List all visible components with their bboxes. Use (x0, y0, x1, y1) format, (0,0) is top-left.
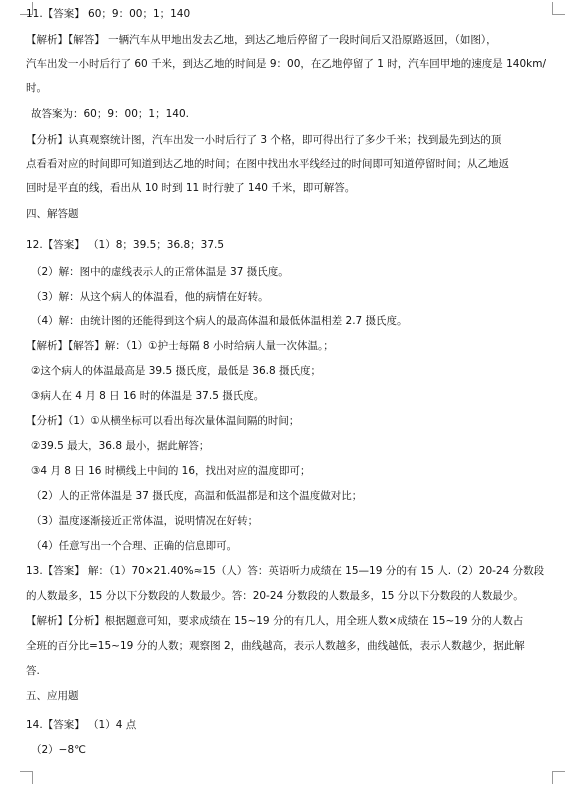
q11-note-line-1: 【分析】认真观察统计图，汽车出发一小时后行了 3 个格，即可得出行了多少千米；找到最先到达的顶 (26, 134, 502, 146)
q12-note-line-1: 【分析】（1）①从横坐标可以看出每次量体温间隔的时间； (26, 415, 300, 427)
q13-analysis-line-1: 【解析】【分析】根据题意可知，要求成绩在 15~19 分的有几人，用全班人数×成绩在 15~19 分的人数占 (26, 615, 524, 627)
q11-analysis-line-1: 【解析】【解答】 一辆汽车从甲地出发去乙地，到达乙地后停留了一段时间后又沿原路返回，（如图）， (26, 34, 497, 46)
q11-analysis-line-2: 汽车出发一小时后行了 60 千米，到达乙地的时间是 9：00，在乙地停留了 1 时，汽车回甲地的速度是 140km/ (26, 58, 546, 70)
q12-analysis-line-2: ②这个病人的体温最高是 39.5 摄氏度，最低是 36.8 摄氏度； (31, 365, 322, 377)
section-heading-5: 五、应用题 (26, 690, 79, 702)
q12-note-line-2: ②39.5 最大，36.8 最小，据此解答； (31, 440, 210, 452)
q12-part-4: （4）解：由统计图的还能得到这个病人的最高体温和最低体温相差 2.7 摄氏度。 (31, 315, 408, 327)
q12-part-3: （3）解：从这个病人的体温看，他的病情在好转。 (31, 291, 269, 303)
q11-analysis-line-3: 时。 (26, 82, 47, 94)
q11-conclusion: 故答案为：60；9：00；1；140. (31, 108, 189, 120)
q12-part-2: （2）解：图中的虚线表示人的正常体温是 37 摄氏度。 (31, 266, 289, 278)
q13-analysis-line-3: 答. (26, 665, 40, 677)
q12-analysis-line-3: ③病人在 4 月 8 日 16 时的体温是 37.5 摄氏度。 (31, 390, 265, 402)
q12-note-line-4: （2）人的正常体温是 37 摄氏度，高温和低温都是和这个温度做对比； (31, 490, 363, 502)
q11-note-line-3: 回时是平直的线，看出从 10 时到 11 时行驶了 140 千米，即可解答。 (26, 182, 356, 194)
q12-note-line-5: （3）温度逐渐接近正常体温，说明情况在好转； (31, 515, 259, 527)
q13-analysis-line-2: 全班的百分比=15~19 分的人数；观察图 2，曲线越高，表示人数越多，曲线越低，表示人数越少，据此解 (26, 640, 525, 652)
q12-answer: 12.【答案】 （1）8；39.5；36.8；37.5 (26, 239, 225, 251)
q11-answer: 11.【答案】 60；9：00；1；140 (26, 8, 191, 20)
q12-note-line-6: （4）任意写出一个合理、正确的信息即可。 (31, 540, 238, 552)
q11-note-line-2: 点看看对应的时间即可知道到达乙地的时间；在图中找出水平线经过的时间即可知道停留时间；从乙地返 (26, 158, 509, 170)
section-heading-4: 四、解答题 (26, 208, 79, 220)
q14-part-2: （2）−8℃ (31, 744, 86, 756)
q12-analysis-line-1: 【解析】【解答】解：（1）①护士每隔 8 小时给病人量一次体温。； (26, 340, 334, 352)
q13-answer-line-2: 的人数最多，15 分以下分数段的人数最少。答：20-24 分数段的人数最多，15 分以下分数段的人数最少。 (26, 590, 524, 602)
q14-answer: 14.【答案】 （1）4 点 (26, 719, 137, 731)
q13-answer-line-1: 13.【答案】 解：（1）70×21.40%≈15（人）答：英语听力成绩在 15—19 分的有 15 人.（2）20-24 分数段 (26, 565, 545, 577)
q12-note-line-3: ③4 月 8 日 16 时横线上中间的 16，找出对应的温度即可； (31, 465, 311, 477)
